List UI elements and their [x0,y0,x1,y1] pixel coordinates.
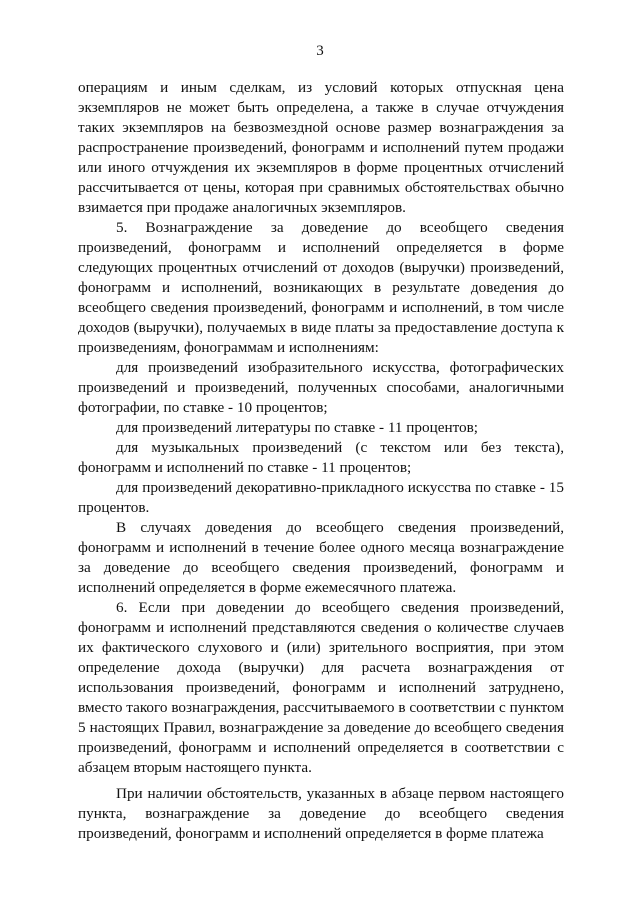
document-body [78,78,564,844]
paragraph-item-5: 5. Вознаграждение за доведение до всеобщего сведения произведений, фонограмм и исполнений определяется в форме следующих процентных отчислений от доходов (выручки) произведений, фонограмм и исполнений, возникающих в результате доведения до всеобщего сведения произведений, фонограмм и исполнений, в том числе доходов (выручки), получаемых в виде платы за предоставление доступа к произведениям, фонограммам и исполнениям: [78,219,564,356]
rate-decorative-art: для произведений декоративно-прикладного искусства по ставке - 15 процентов. [78,479,564,516]
paragraph-monthly-payment: В случаях доведения до всеобщего сведения произведений, фонограмм и исполнений в течение более одного месяца вознаграждение за доведение до всеобщего сведения произведений, фонограмм и исполнений определяется в форме ежемесячного платежа. [78,519,564,596]
rate-literature: для произведений литературы по ставке - 11 процентов; [116,419,478,436]
paragraph-item-6-second: При наличии обстоятельств, указанных в абзаце первом настоящего пункта, вознаграждение за доведение до всеобщего сведения произведений, фонограмм и исполнений определяется в форме платежа [78,785,564,842]
paragraph-continuation: операциям и иным сделкам, из условий которых отпускная цена экземпляров не может быть определена, а также в случае отчуждения таких экземпляров на безвозмездной основе размер вознаграждения за распространение произведений, фонограмм и исполнений путем продажи или иного отчуждения их экземпляров в форме процентных отчислений рассчитывается от цены, которая при сравнимых обстоятельствах обычно взимается при продаже аналогичных экземпляров. [78,79,564,216]
paragraph-item-6: 6. Если при доведении до всеобщего сведения произведений, фонограмм и исполнений представляются сведения о количестве случаев их фактического слухового и (или) зрительного восприятия, при этом определение дохода (выручки) для расчета вознаграждения от использования произведений, фонограмм и исполнений затруднено, вместо такого вознаграждения, рассчитываемого в соответствии с пунктом 5 настоящих Правил, вознаграждение за доведение до всеобщего сведения произведений, фонограмм и исполнений определяется в соответствии с абзацем вторым настоящего пункта. [78,599,564,776]
rate-music: для музыкальных произведений (с текстом или без текста), фонограмм и исполнений по ставке - 11 процентов; [78,439,564,476]
rate-fine-art: для произведений изобразительного искусства, фотографических произведений и произведений, полученных способами, аналогичными фотографии, по ставке - 10 процентов; [78,359,564,416]
page-number: 3 [316,43,324,59]
